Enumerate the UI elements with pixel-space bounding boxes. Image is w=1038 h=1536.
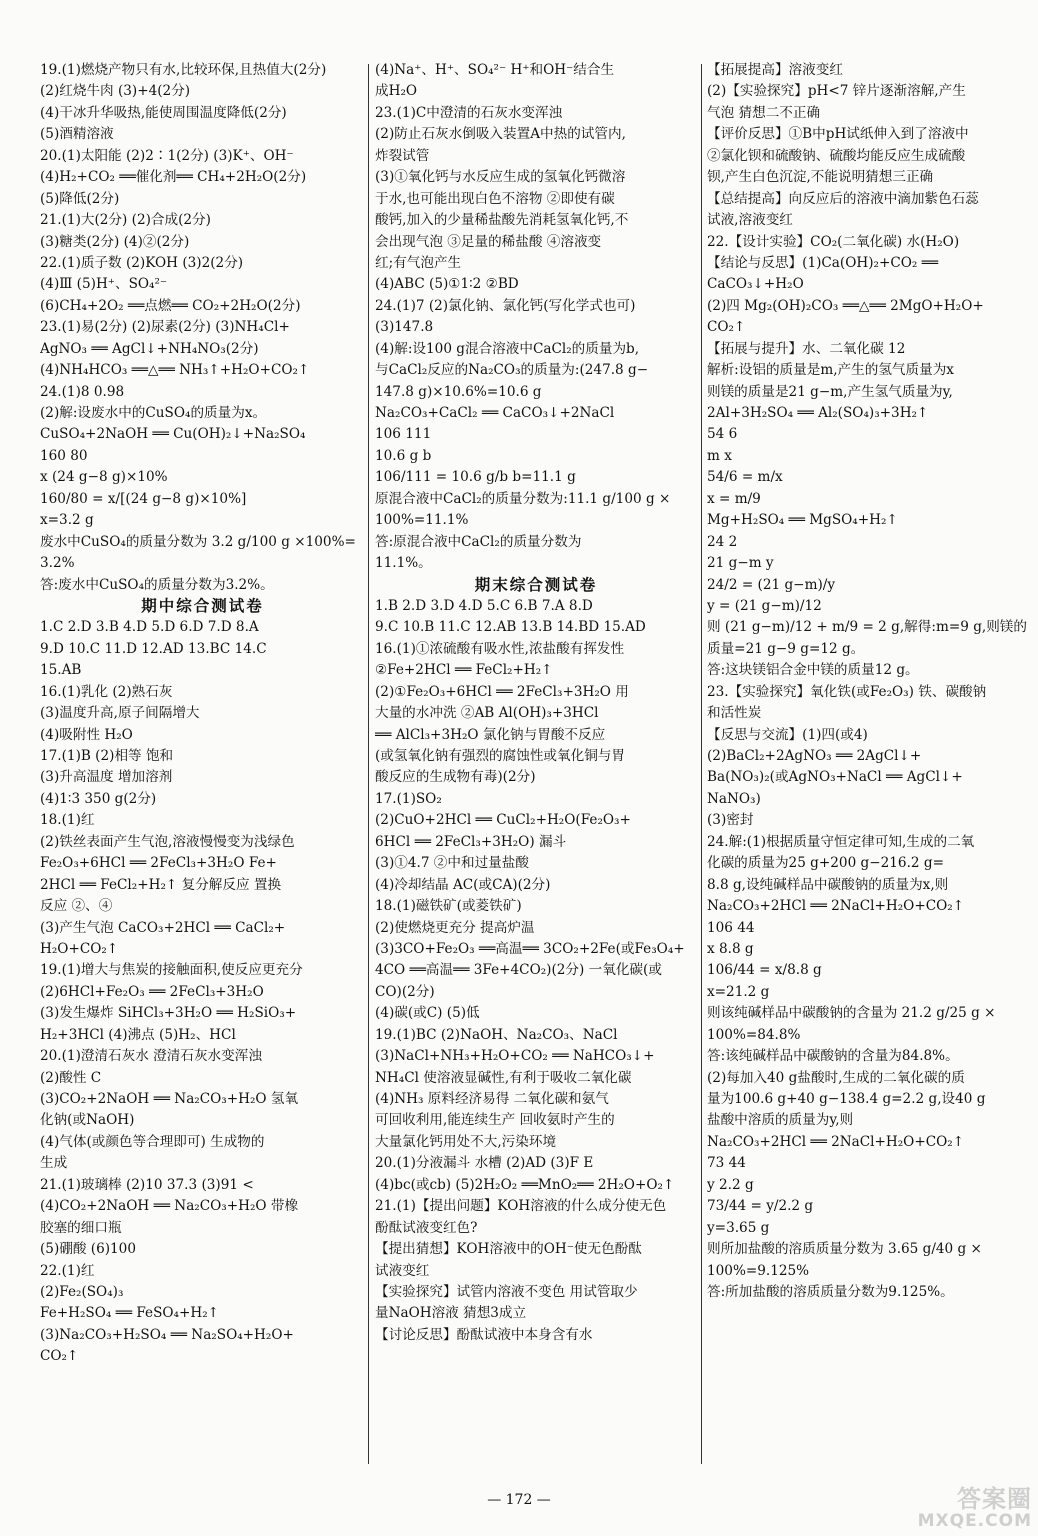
answer-line: 24.(1)7 (2)氯化钠、氯化钙(写化学式也可) (375, 297, 636, 314)
answer-line: 红;有气泡产生 (375, 254, 462, 271)
answer-line: 73 44 (707, 1155, 746, 1172)
answer-line: (3)NaCl+NH₃+H₂O+CO₂ ══ NaHCO₃↓+ (375, 1048, 655, 1065)
answer-line: H₂O+CO₂↑ (40, 940, 119, 957)
answer-line: NaNO₃) (707, 790, 761, 807)
answer-line: 24 2 (707, 533, 738, 550)
answer-line: (2)BaCl₂+2AgNO₃ ══ 2AgCl↓+ (707, 748, 922, 764)
answer-line: (3)147.8 (375, 319, 434, 336)
answer-line: (2)Fe₂(SO₄)₃ (40, 1283, 124, 1300)
answer-line: (4)解:设100 g混合溶液中CaCl₂的质量为b, (375, 340, 640, 357)
answer-line: 酸钙,加入的少量稀盐酸先消耗氢氧化钙,不 (375, 212, 629, 229)
answer-line: 【提出猜想】KOH溶液中的OH⁻使无色酚酞 (375, 1241, 642, 1258)
answer-line: Mg+H₂SO₄ ══ MgSO₄+H₂↑ (707, 512, 898, 529)
answer-line: (3)产生气泡 CaCO₃+2HCl ══ CaCl₂+ (40, 919, 286, 936)
answer-line: (3)①氧化钙与水反应生成的氢氧化钙微溶 (375, 169, 626, 186)
answer-line: (4)冷却结晶 AC(或CA)(2分) (375, 876, 551, 893)
answer-line: 3.2% (40, 555, 75, 572)
answer-line: 原混合液中CaCl₂的质量分数为:11.1 g/100 g × (375, 490, 671, 507)
answer-line: 1.C 2.D 3.B 4.D 5.D 6.D 7.D 8.A (40, 619, 259, 636)
answer-line: ══ AlCl₃+3H₂O 氯化钠与胃酸不反应 (375, 726, 606, 743)
answer-line: (2)每加入40 g盐酸时,生成的二氧化碳的质 (707, 1069, 965, 1086)
answer-line: 23.(1)易(2分) (2)尿素(2分) (3)NH₄Cl+ (40, 319, 290, 336)
answer-line: 18.(1)红 (40, 812, 95, 829)
answer-line: 20.(1)澄清石灰水 澄清石灰水变浑浊 (40, 1048, 262, 1065)
answer-line: x = m/9 (707, 490, 761, 507)
answer-line: CO₂↑ (707, 319, 746, 336)
answer-line: (3)发生爆炸 SiHCl₃+3H₂O ══ H₂SiO₃+ (40, 1005, 297, 1022)
answer-line: (2)红烧牛肉 (3)+4(2分) (40, 83, 191, 100)
answer-line: NH₄Cl 使溶液显碱性,有利于吸收二氧化碳 (375, 1069, 632, 1086)
answer-line: (3)密封 (707, 812, 754, 829)
answer-line: m x (707, 447, 732, 464)
answer-line: 23.【实验探究】氧化铁(或Fe₂O₃) 铁、碳酸钠 (707, 683, 987, 700)
column-right (707, 60, 1033, 1303)
answer-line: H₂+3HCl (4)沸点 (5)H₂、HCl (40, 1026, 236, 1043)
answer-line: 气泡 猜想二不正确 (707, 104, 821, 121)
answer-line: 6HCl ══ 2FeCl₃+3H₂O) 漏斗 (375, 833, 567, 850)
answer-line: (或氢氧化钠有强烈的腐蚀性或氧化铜与胃 (375, 748, 625, 764)
watermark-logo (870, 1485, 1032, 1532)
answer-line: (4)CO₂+2NaOH ══ Na₂CO₃+H₂O 带橡 (40, 1198, 299, 1215)
answer-line: 会出现气泡 ③足量的稀盐酸 ④溶液变 (375, 233, 602, 250)
answer-line: (2)铁丝表面产生气泡,溶液慢慢变为浅绿色 (40, 833, 295, 850)
section-title: 期中综合测试卷 (141, 596, 264, 615)
answer-line: (4)ABC (5)①1∶2 ②BD (375, 276, 519, 293)
answer-line: 则镁的质量是21 g−m,产生氢气质量为y, (707, 383, 953, 400)
answer-line: 2Al+3H₂SO₄ ══ Al₂(SO₄)₃+3H₂↑ (707, 405, 929, 421)
answer-line: 22.(1)质子数 (2)KOH (3)2(2分) (40, 254, 244, 271)
answer-line: 160 80 (40, 447, 88, 464)
answer-line: 20.(1)太阳能 (2)2∶1(2分) (3)K⁺、OH⁻ (40, 147, 294, 164)
answer-line: x (24 g−8 g)×10% (40, 469, 168, 486)
answer-line: 量为100.6 g+40 g−138.4 g=2.2 g,设40 g (707, 1091, 986, 1107)
answer-line: 106 44 (707, 919, 755, 936)
answer-line: 20.(1)分液漏斗 水槽 (2)AD (3)F E (375, 1155, 594, 1172)
answer-line: (2)酸性 C (40, 1069, 102, 1086)
answer-line: 答:该纯碱样品中碳酸钠的含量为84.8%。 (707, 1048, 959, 1065)
answer-line: 【评价反思】①B中pH试纸伸入到了溶液中 (707, 126, 969, 143)
column-divider (701, 64, 702, 1464)
answer-line: x=3.2 g (40, 512, 94, 529)
answer-line: 大量的水冲洗 ②AB Al(OH)₃+3HCl (375, 705, 599, 722)
answer-line: 22.(1)红 (40, 1262, 95, 1279)
answer-line: 炸裂试管 (375, 147, 430, 164)
answer-line: 18.(1)磁铁矿(或菱铁矿) (375, 898, 522, 915)
answer-line: 钡,产生白色沉淀,不能说明猜想三正确 (707, 169, 934, 186)
answer-line: 试液,溶液变红 (707, 212, 793, 229)
answer-line: (4)Na⁺、H⁺、SO₄²⁻ H⁺和OH⁻结合生 (375, 62, 615, 78)
answer-line: y 2.2 g (707, 1176, 754, 1193)
answer-line: y=3.65 g (707, 1219, 770, 1236)
answer-line: (6)CH₄+2O₂ ══点燃══ CO₂+2H₂O(2分) (40, 297, 301, 314)
answer-line: 22.【设计实验】CO₂(二氧化碳) 水(H₂O) (707, 233, 960, 250)
answer-line: 10.6 g b (375, 447, 432, 464)
answer-line: (3)温度升高,原子间隔增大 (40, 705, 200, 722)
answer-line: 24.(1)8 0.98 (40, 383, 125, 400)
answer-line: 11.1%。 (375, 555, 432, 572)
answer-line: 盐酸中溶质的质量为y,则 (707, 1112, 854, 1129)
answer-line: 2HCl ══ FeCl₂+H₂↑ 复分解反应 置换 (40, 876, 282, 893)
answer-line: 16.(1)乳化 (2)熟石灰 (40, 683, 173, 700)
answer-line: 质量=21 g−9 g=12 g。 (707, 640, 865, 657)
answer-line: Na₂CO₃+2HCl ══ 2NaCl+H₂O+CO₂↑ (707, 1133, 965, 1150)
answer-line: (5)降低(2分) (40, 190, 120, 207)
answer-line: 于水,也可能出现白色不溶物 ②即使有碳 (375, 190, 615, 207)
column-divider (368, 64, 369, 1464)
answer-line: 9.D 10.C 11.D 12.AD 13.BC 14.C (40, 640, 267, 657)
answer-line: (4)1∶3 350 g(2分) (40, 790, 157, 807)
answer-line: CO₂↑ (40, 1348, 79, 1365)
answer-line: Ba(NO₃)₂(或AgNO₃+NaCl ══ AgCl↓+ (707, 769, 963, 786)
answer-line: 1.B 2.D 3.D 4.D 5.C 6.B 7.A 8.D (375, 597, 593, 614)
answer-line: 答:所加盐酸的溶质质量分数为9.125%。 (707, 1283, 954, 1300)
answer-line: (3)糖类(2分) (4)②(2分) (40, 233, 190, 250)
answer-line: 24/2 = (21 g−m)/y (707, 576, 836, 593)
answer-line: (2)使燃烧更充分 提高炉温 (375, 919, 535, 936)
answer-line: 【反思与交流】(1)四(或4) (707, 726, 868, 743)
answer-line: 8.8 g,设纯碱样品中碳酸钠的质量为x,则 (707, 876, 949, 893)
answer-line: 可回收利用,能连续生产 回收氨时产生的 (375, 1112, 615, 1129)
answer-line: 【拓展与提升】水、二氧化碳 12 (707, 340, 906, 357)
answer-line: 24.解:(1)根据质量守恒定律可知,生成的二氧 (707, 833, 975, 850)
answer-line: Na₂CO₃+CaCl₂ ══ CaCO₃↓+2NaCl (375, 405, 615, 421)
answer-line: 【讨论反思】酚酞试液中本身含有水 (375, 1326, 593, 1343)
answer-line: 酸反应的生成物有毒)(2分) (375, 769, 536, 786)
answer-line: 胶塞的细口瓶 (40, 1219, 122, 1236)
answer-line: CaCO₃↓+H₂O (707, 276, 804, 293)
answer-line: 19.(1)BC (2)NaOH、Na₂CO₃、NaCl (375, 1026, 618, 1043)
answer-line: (4)NH₄HCO₃ ══△══ NH₃↑+H₂O+CO₂↑ (40, 362, 310, 379)
answer-line: (2)6HCl+Fe₂O₃ ══ 2FeCl₃+3H₂O (40, 983, 264, 1000)
answer-line: 酚酞试液变红色? (375, 1219, 478, 1236)
answer-line: 【实验探究】试管内溶液不变色 用试管取少 (375, 1283, 638, 1300)
answer-line: (2)解:设废水中的CuSO₄的质量为x。 (40, 405, 267, 421)
answer-line: 23.(1)C中澄清的石灰水变浑浊 (375, 104, 563, 121)
answer-line: 【结论与反思】(1)Ca(OH)₂+CO₂ ══ (707, 254, 939, 271)
answer-line: 生成 (40, 1155, 68, 1172)
answer-line: 废水中CuSO₄的质量分数为 3.2 g/100 g ×100%= (40, 533, 356, 550)
answer-line: Na₂CO₃+2HCl ══ 2NaCl+H₂O+CO₂↑ (707, 898, 965, 915)
answer-line: 160/80 = x/[(24 g−8 g)×10%] (40, 490, 247, 507)
answer-line: 大量氯化钙用处不大,污染环境 (375, 1133, 557, 1150)
answer-line: 和活性炭 (707, 705, 762, 722)
answer-line: (4)Ⅲ (5)H⁺、SO₄²⁻ (40, 276, 168, 293)
answer-line: 量NaOH溶液 猜想3成立 (375, 1305, 527, 1322)
answer-line: x=21.2 g (707, 983, 770, 1000)
answer-line: 21.(1)【提出问题】KOH溶液的什么成分使无色 (375, 1198, 667, 1215)
answer-line: ②氯化钡和硫酸钠、硫酸均能反应生成硫酸 (707, 147, 966, 164)
answer-line: 与CaCl₂反应的Na₂CO₃的质量为:(247.8 g− (375, 362, 649, 379)
answer-line: 则所加盐酸的溶质质量分数为 3.65 g/40 g × (707, 1241, 982, 1258)
answer-line: 16.(1)①浓硫酸有吸水性,浓盐酸有挥发性 (375, 640, 625, 657)
answer-line: (4)碳(或C) (5)低 (375, 1005, 480, 1022)
answer-line: 21.(1)玻璃棒 (2)10 37.3 (3)91 < (40, 1176, 254, 1193)
answer-line: (2)CuO+2HCl ══ CuCl₂+H₂O(Fe₂O₃+ (375, 812, 631, 829)
answer-line: 试液变红 (375, 1262, 430, 1279)
answer-line: 则 (21 g−m)/12 + m/9 = 2 g,解得:m=9 g,则镁的 (707, 619, 1027, 636)
answer-line: 4CO ══高温══ 3Fe+4CO₂)(2分) 一氧化碳(或 (375, 962, 662, 979)
answer-line: 17.(1)SO₂ (375, 790, 442, 807)
answer-line: 反应 ②、④ (40, 898, 113, 915)
answer-line: 9.C 10.B 11.C 12.AB 13.B 14.BD 15.AD (375, 619, 646, 636)
answer-line: ②Fe+2HCl ══ FeCl₂+H₂↑ (375, 662, 553, 679)
answer-line: CO)(2分) (375, 983, 435, 1000)
answer-line: (4)H₂+CO₂ ══催化剂══ CH₄+2H₂O(2分) (40, 169, 307, 186)
answer-line: 答:废水中CuSO₄的质量分数为3.2%。 (40, 576, 274, 593)
answer-line: (5)硼酸 (6)100 (40, 1241, 136, 1258)
answer-line: (4)吸附性 H₂O (40, 726, 133, 743)
answer-line: 则该纯碱样品中碳酸钠的含量为 21.2 g/25 g × (707, 1005, 996, 1022)
answer-line: 答:原混合液中CaCl₂的质量分数为 (375, 533, 582, 550)
column-left (40, 60, 365, 1368)
page-number: — 172 — (487, 1492, 551, 1508)
answer-line: (2)①Fe₂O₃+6HCl ══ 2FeCl₃+3H₂O 用 (375, 683, 629, 700)
answer-line: Fe+H₂SO₄ ══ FeSO₄+H₂↑ (40, 1305, 220, 1322)
answer-line: 100%=11.1% (375, 512, 469, 529)
answer-line: 54/6 = m/x (707, 469, 783, 486)
answer-line: (4)气体(或颜色等合理即可) 生成物的 (40, 1133, 265, 1150)
watermark-text: 答案圈 (957, 1485, 1032, 1513)
answer-line: (4)bc(或cb) (5)2H₂O₂ ══MnO₂══ 2H₂O+O₂↑ (375, 1176, 675, 1193)
answer-line: (4)干冰升华吸热,能使周围温度降低(2分) (40, 104, 287, 121)
answer-line: (3)Na₂CO₃+H₂SO₄ ══ Na₂SO₄+H₂O+ (40, 1326, 294, 1343)
answer-line: 106 111 (375, 426, 432, 443)
answer-line: 【总结提高】向反应后的溶液中滴加紫色石蕊 (707, 190, 979, 207)
answer-line: 19.(1)燃烧产物只有水,比较环保,且热值大(2分) (40, 62, 327, 78)
section-title: 期末综合测试卷 (474, 575, 598, 594)
answer-line: 19.(1)增大与焦炭的接触面积,使反应更充分 (40, 962, 303, 979)
watermark-url: MXQE.COM (917, 1511, 1032, 1531)
answer-line: 化钠(或NaOH) (40, 1112, 135, 1129)
answer-line: AgNO₃ ══ AgCl↓+NH₄NO₃(2分) (40, 340, 259, 357)
answer-line: 54 6 (707, 426, 738, 443)
answer-line: 17.(1)B (2)相等 饱和 (40, 748, 174, 764)
answer-line: 73/44 = y/2.2 g (707, 1198, 814, 1215)
answer-line: (3)升高温度 增加溶剂 (40, 769, 173, 786)
answer-line: 106/44 = x/8.8 g (707, 962, 822, 979)
answer-line: 21.(1)大(2分) (2)合成(2分) (40, 212, 211, 229)
answer-line: Fe₂O₃+6HCl ══ 2FeCl₃+3H₂O Fe+ (40, 855, 277, 872)
answer-line: y = (21 g−m)/12 (707, 597, 822, 614)
answer-line: 100%=9.125% (707, 1262, 810, 1279)
answer-line: 147.8 g)×10.6%=10.6 g (375, 383, 542, 400)
answer-line: CuSO₄+2NaOH ══ Cu(OH)₂↓+Na₂SO₄ (40, 426, 306, 443)
answer-line: 106/111 = 10.6 g/b b=11.1 g (375, 469, 576, 486)
answer-line: (2)防止石灰水倒吸入装置A中热的试管内, (375, 126, 626, 143)
answer-line: (2)四 Mg₂(OH)₂CO₃ ══△══ 2MgO+H₂O+ (707, 297, 984, 314)
answer-line: x 8.8 g (707, 940, 754, 957)
answer-line: 【拓展提高】溶液变红 (707, 62, 843, 78)
answer-line: (3)①4.7 ②中和过量盐酸 (375, 855, 529, 872)
answer-line: 100%=84.8% (707, 1026, 801, 1043)
answer-line: (5)酒精溶液 (40, 126, 114, 143)
answer-line: (4)NH₃ 原料经济易得 二氧化碳和氨气 (375, 1091, 609, 1107)
answer-line: 21 g−m y (707, 555, 774, 572)
answer-line: (3)CO₂+2NaOH ══ Na₂CO₃+H₂O 氢氧 (40, 1091, 299, 1107)
answer-line: (3)3CO+Fe₂O₃ ══高温══ 3CO₂+2Fe(或Fe₃O₄+ (375, 940, 685, 957)
answer-line: (2)【实验探究】pH<7 锌片逐渐溶解,产生 (707, 83, 966, 100)
answer-line: 化碳的质量为25 g+200 g−216.2 g= (707, 855, 944, 872)
answer-line: 解析:设铝的质量是m,产生的氢气质量为x (707, 362, 954, 379)
column-middle (375, 60, 697, 1346)
answer-line: 15.AB (40, 662, 82, 679)
answer-line: 答:这块镁铝合金中镁的质量12 g。 (707, 662, 919, 679)
answer-line: 成H₂O (375, 83, 418, 100)
